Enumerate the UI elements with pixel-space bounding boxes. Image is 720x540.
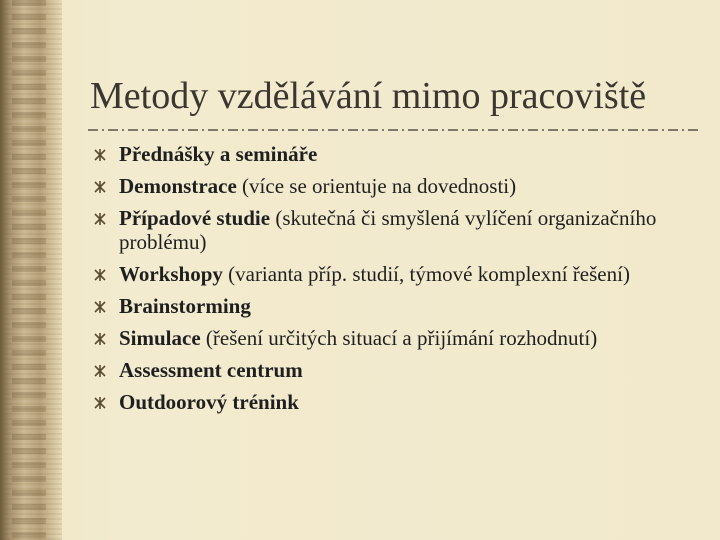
item-term: Simulace bbox=[119, 326, 201, 350]
list-item bbox=[94, 262, 694, 286]
item-detail: (varianta příp. studií, týmové komplexní řešení) bbox=[222, 262, 630, 286]
asterisk-bullet-icon bbox=[94, 365, 106, 377]
list-item bbox=[94, 294, 694, 318]
item-term: Přednášky a semináře bbox=[119, 142, 318, 166]
list-item bbox=[94, 358, 694, 382]
asterisk-bullet-icon bbox=[94, 333, 106, 345]
list-item bbox=[94, 142, 694, 166]
asterisk-bullet-icon bbox=[94, 213, 106, 225]
list-item bbox=[94, 174, 694, 198]
item-detail: (skutečná či smyšlená vylíčení organizačního problému) bbox=[119, 206, 657, 254]
item-term: Demonstrace bbox=[119, 174, 237, 198]
bullet-list bbox=[94, 142, 694, 422]
item-detail: (řešení určitých situací a přijímání rozhodnutí) bbox=[200, 326, 598, 350]
item-term: Outdoorový trénink bbox=[119, 390, 299, 414]
item-term: Brainstorming bbox=[119, 294, 251, 318]
list-item bbox=[94, 206, 694, 254]
title-divider bbox=[88, 128, 700, 132]
item-term: Assessment centrum bbox=[119, 358, 303, 382]
decorative-binding-strip bbox=[0, 0, 62, 540]
item-term: Případové studie bbox=[119, 206, 271, 230]
asterisk-bullet-icon bbox=[94, 397, 106, 409]
item-detail: (více se orientuje na dovednosti) bbox=[236, 174, 517, 198]
asterisk-bullet-icon bbox=[94, 301, 106, 313]
asterisk-bullet-icon bbox=[94, 181, 106, 193]
asterisk-bullet-icon bbox=[94, 149, 106, 161]
slide-title: Metody vzdělávání mimo pracoviště bbox=[90, 75, 647, 117]
item-term: Workshopy bbox=[119, 262, 223, 286]
asterisk-bullet-icon bbox=[94, 269, 106, 281]
list-item bbox=[94, 390, 694, 414]
list-item bbox=[94, 326, 694, 350]
